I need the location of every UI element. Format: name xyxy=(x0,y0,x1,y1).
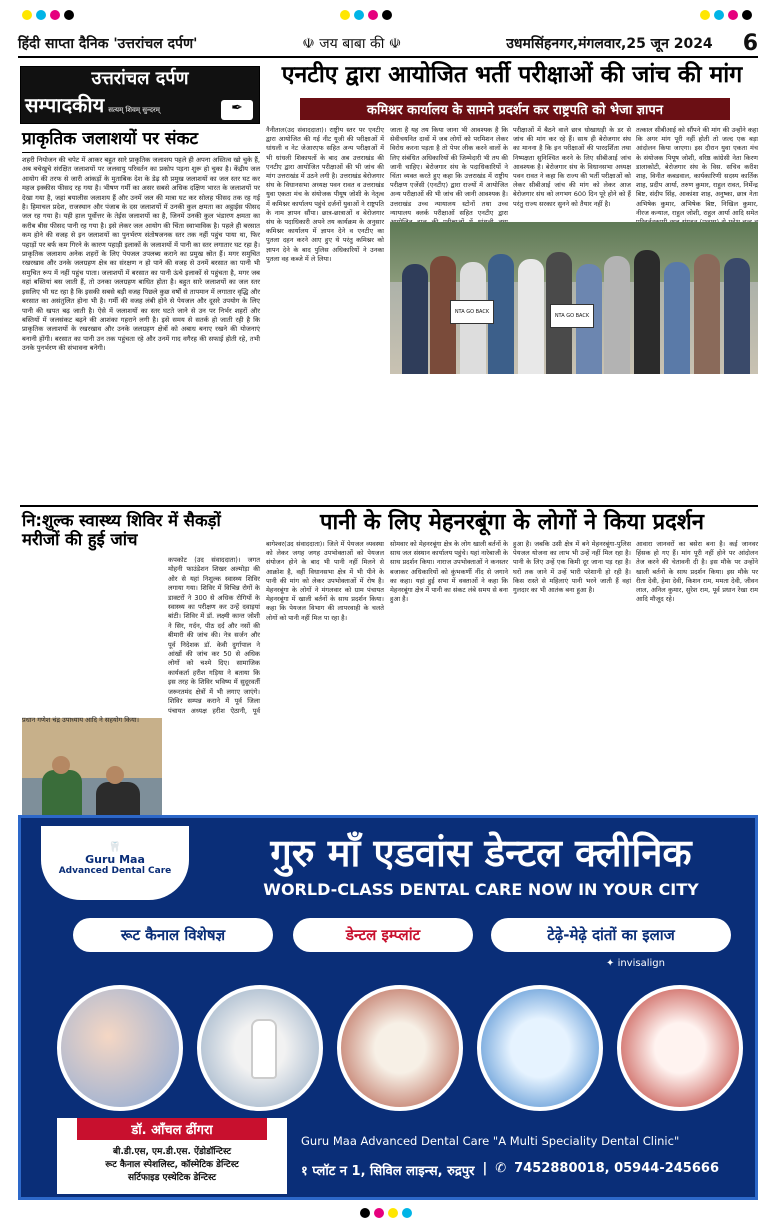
clinic-address: १ प्लॉट न 1, सिविल लाइन्स, रुद्रपुर xyxy=(301,1164,475,1179)
water-headline: पानी के लिए मेहनरबूंगा के लोगों ने किया प्रदर्शन xyxy=(320,510,704,535)
header-blessing: ☫ जय बाबा की ☫ xyxy=(302,35,402,52)
clinic-logo xyxy=(41,826,189,900)
water-col-3: हुआ है। जबकि उसी क्षेत्र में बने मेहनरबूंगा-पुलिस पेयजल योजना का लाभ भी उन्हें नहीं मिल रहा है। पानी के लिए उन्हें एक किमी दूर जाना पड़ रहा है। घरों तक जाने में उन्हें भारी परेशानी हो रही है। किस रास्ते से महिलाएं पानी भरने जाती हैं वहां गुलदार का भी आतंक बना हुआ है। xyxy=(513,540,631,595)
clinic-contact: १ प्लॉट न 1, सिविल लाइन्स, रुद्रपुर | ✆ 7452880018, 05944-245666 xyxy=(301,1161,719,1179)
clinic-phones: 7452880018, 05944-245666 xyxy=(514,1161,719,1176)
exam-col-2-cont xyxy=(390,378,508,476)
protest-placard: NTA GO BACK xyxy=(450,300,494,324)
page-number: 6 xyxy=(742,30,758,56)
service-root-canal: रूट कैनाल विशेषज्ञ xyxy=(73,918,273,952)
newspaper-title: हिंदी साप्ता दैनिक 'उत्तरांचल दर्पण' xyxy=(18,35,198,52)
logo-line-2: Advanced Dental Care xyxy=(58,866,172,876)
doctor-degree-1: बी.डी.एस, एम.डी.एस. ऐंडोडॉन्टिस्ट xyxy=(112,1147,232,1157)
service-implant: डेन्टल इम्प्लांट xyxy=(293,918,473,952)
health-body: कपकोट (उद संवाददाता)। जगत मोहनी फाउंडेशन शिखर अल्मोड़ा की ओर से यहां निशुल्क स्वास्थ्य शिविर लगाया गया। शिविर में विभिन्न रोगों के डाक्टरों ने 300 से अधिक रोगियों के स्वास्थ्य का परीक्षण कर उन्हें दवाइयां बांटी। शिविर में डॉ. लक्ष्मी कान्त जोशी ने सिर, गर्दन, पीठ दर्द और नसों की बीमारी की जांच की। नेत्र सर्जन और पूर्व निदेशक डॉ. केवी दुर्गापाल ने आंखों की जांच कर 50 से अधिक लोगों को चश्मे दिए। सामाजिक कार्यकर्ता हरीश गड़िया ने बताया कि इस तरह के शिविर भविष्य में सुदूरवर्ती जरूरतमंद क्षेत्रों में भी लगाए जाएंगे। शिविर सम्पन्न कराने में पूर्व जिला पंचायत अध्यक्ष हरीश ऐठानी, पूर्व प्रधान गणेश चंद्र उपाध्याय आदि ने सहयोग किया। xyxy=(22,556,260,724)
editorial-banner xyxy=(20,66,260,124)
registration-marks-right xyxy=(700,10,752,20)
dental-clinic-ad xyxy=(18,815,758,1200)
registration-marks-left xyxy=(22,10,74,20)
pen-icon: ✒ xyxy=(221,100,253,120)
water-cont xyxy=(390,764,630,802)
logo-line-1: Guru Maa xyxy=(85,853,145,866)
editorial-banner-title: उत्तरांचल दर्पण xyxy=(91,68,189,89)
doctor-degree-3: सर्टिफाइड एस्थेटिक डेन्टिस्ट xyxy=(127,1173,217,1183)
health-headline: नि:शुल्क स्वास्थ्य शिविर में सैकड़ों मरीजों की हुई जांच xyxy=(22,511,221,549)
page-header xyxy=(18,30,758,58)
editorial-motto: सत्यम् शिवम् सुन्दरम् xyxy=(108,106,160,114)
protest-placard: NTA GO BACK xyxy=(550,304,594,328)
exam-subhead: कमिश्नर कार्यालय के सामने प्रदर्शन कर राष्ट्रपति को भेजा ज्ञापन xyxy=(300,98,730,120)
tooth-icon: 🦷 xyxy=(108,842,122,853)
treatment-photo-2 xyxy=(197,985,323,1111)
editorial-label: सम्पादकीय xyxy=(25,93,105,117)
phone-icon: ✆ xyxy=(495,1161,507,1176)
exam-col-4: तत्काल सीबीआई को सौंपने की मांग की उन्होंने कहा कि अगर मांग पूरी नहीं होती तो जल्द एक बड़ा आंदोलन किया जाएगा। इस दौरान युवा एकता मंच के संयोजक पियूष जोशी, वरिष्ठ कांग्रेसी नेता किरण डालाकोटी, बेरोजगार संघ के विस. सचिव करीश शाह, विनीत कबडवाल, कार्यकारिणी सदस्य कार्तिक शाह, प्रदीप आर्या, तरुण कुमार, राहुल रावत, निर्मेन्द्र बिष्ट, संदीप सिंह, आकांशा शाह, अनुष्का, छात्र नेता अभिषेक कुमार, अभिषेक बिष्ट, निखिल कुमार, नीरज कन्याल, राहुल जोशी, राहुल आर्या आदि समेत xyxy=(636,126,758,217)
treatment-photo-5 xyxy=(617,985,743,1111)
water-col-1: बागेश्वर(उद संवाददाता)। जिले में पेयजल व्यवस्था को लेकर जगह जगह उपभोक्ताओं को पेयजल संयोजन होने के बाद भी पानी नहीं मिलने से आक्रोश है, वहीं विधानसभा क्षेत्र में भी पीने के पानी की मांग को लेकर उपभोक्ताओं में रोष है। मेहनरबूंगा के लोगों ने मंगलवार को ग्राम पंचायत मेहनरबूंगा में खाली बर्तनों के साथ प्रदर्शन किया। कहा कि पेयजल विभाग की लापरवाही के चलते लोगों को पानी नहीं मिल पा रहा है। xyxy=(266,540,384,622)
treatment-photo-1 xyxy=(57,985,183,1111)
exam-headline: एनटीए द्वारा आयोजित भर्ती परीक्षाओं की जांच की मांग xyxy=(281,62,743,88)
section-divider xyxy=(20,505,758,507)
doctor-block xyxy=(57,1118,287,1194)
clinic-title: गुरु माँ एडवांस डेन्टल क्लीनिक xyxy=(270,831,692,875)
service-alignment: टेढ़े-मेढ़े दांतों का इलाज xyxy=(491,918,731,952)
clinic-tagline: WORLD-CLASS DENTAL CARE NOW IN YOUR CITY xyxy=(263,880,699,899)
clinic-line: Guru Maa Advanced Dental Care "A Multi Speciality Dental Clinic" xyxy=(301,1134,680,1148)
editorial-headline: प्राकृतिक जलाशयों पर संकट xyxy=(22,130,260,153)
registration-marks-center xyxy=(340,10,392,20)
exam-protest-photo xyxy=(390,222,758,374)
exam-col-1: नैनीताल(उद संवाददाता)। राष्ट्रीय स्तर पर एनटीए द्वारा आयोजित की गई नीट यूजी की परीक्षाओं में धांधली व नेट जेआरएफ सहित अन्य परीक्षाओं में भी धांधली शिकायतों के बाद अब उत्तराखंड की एनटीए द्वारा आयोजित परीक्षाओं की भी जांच की मांग उत्तराखंड में उठने लगी है। उत्तराखंड बेरोजगार संघ के विधानसभा अध्यक्ष पवन रावत व उत्तराखंड युवा एकता मंच के संयोजक पीयूष जोशी के नेतृत्व में कमिश्नर कार्यालय पहुंचे दर्जनों युवाओं ने राष्ट्रपति के नाम ज्ञापन सौंपा। छात्र-छात्राओं व बेरोजगार संघ के पदाधिकारी अपने तय कार्यक्रम के अनुसार कमिश्नर कार्यालय में ज्ञापन देने व एनटीए का पुतला दहन करने आए हुए थे परंतु कमिश्नर को ज्ञापन देने के बाद पुलिस अधिकारियों ने उनका पुतला वह कब्जे में ले लिया। xyxy=(266,126,384,263)
treatment-photo-4 xyxy=(477,985,603,1111)
exam-col-3: परीक्षाओं में बैठने वाले छात्र धोखाधड़ी के डर से जांच की मांग कर रहे हैं। साथ ही बेरोजगार संघ का मानना है कि इन परीक्षाओं की पारदर्शिता तथा निष्पक्षता सुनिश्चित करने के लिए सीबीआई जांच आवश्यक है। बेरोजगार संघ के विधानसभा अध्यक्ष पवन रावत ने कहा कि राज्य की भर्ती परीक्षाओं को लेकर सीबीआई जांच की मांग को लेकर आज बेरोजगार संघ को लगभग 600 दिन पूरे होने को हैं परंतु राज्य सरकार सुनने को तैयार नहीं है। xyxy=(513,126,631,208)
invisalign-logo: ✦ invisalign xyxy=(606,958,665,969)
water-col-4: आवारा जानवरों का बसेरा बना है। कई जानवर हिंसक हो गए हैं। मांग पूरी नहीं होने पर आंदोलन तेज करने की चेतावनी दी है। इस मौके पर उन्होंने खाली बर्तनों के साथ प्रदर्शन किया। इस मौके पर रीता देवी, हेमा देवी, किशन राम, ममता देवी, जीवन लाल, अनिल कुमार, सुरेश राम, पूर्व प्रधान रेखा राम आदि मौजूद रहे। xyxy=(636,540,758,604)
treatment-photo-3 xyxy=(337,985,463,1111)
doctor-name: डॉ. आँचल ढींगरा xyxy=(77,1118,267,1140)
dateline: उधमसिंहनगर,मंगलवार,25 जून 2024 xyxy=(506,35,713,52)
exam-col-2: जाता है यह तय किया जाना भी आवश्यक है कि सेवीचयनित दावों में जब लोगों को परमिशन लेकर विरोध करना पड़ता है तो पेपर लीक करने वालों के लिए संबंधित अधिकारियों की जिम्मेदारी भी तय की जानी चाहिए। बेरोजगार संघ के पदाधिकारियों ने चिंता व्यक्त करते हुए कहा कि उत्तराखंड में राष्ट्रीय परीक्षण एजेंसी (एनटीए) द्वारा राज्यों में आयोजित अन्य परीक्षाओं की भी जांच की जानी आवश्यक है। उत्तराखंड उच्च न्यायालय स्टोनों तथा उच्च न्यायालय क्लर्क परीक्षाओं सहित एनटीए द्वारा xyxy=(390,126,508,217)
editorial-body: शहरी नियोजन की चपेट में आकर बहुत सारे प्राकृतिक जलाशय पहले ही अपना अस्तित्व खो चुके हैं, अब बचेखुचे संरक्षित जलाशयों पर जलवायु परिवर्तन का प्रकोप पड़ना शुरू हो चुका है। केंद्रीय जल आयोग की तरफ से जारी आंकड़ों के मुताबिक देश के डेढ़ सौ प्रमुख जलाशयों का जल स्तर घट कर महज इक्कीस फीसद रह गया है। भीषण गर्मी का असर सबसे अधिक दक्षिण भारत के जलाशयों पर देखा गया है, जहां बयालीस जलाशय हैं और उनमें जल की मात्रा घट कर सोलह फीसद तक रह गई है। हिमाचल प्रदेश, राजस्थान और पंजाब के दस जलाशयों में उनकी कुल क्षमता का अट्ठाईस फीसद जल रह गया है। यही हाल पूर्वोत्तर के तेईस जलाशयों का है, जिनमें उनकी कुल भंडारण क्षमता का करीब बीस फीसद पानी रह गया है। इसे लेकर जल आयोग की चिंता स्वाभाविक है। पहले ही बरसात कम होने की वजह से इन जलाशयों का पुनर्भरण संतोषजनक स्तर तक नहीं पहुंच पाया था, फिर पहाड़ों पर बर्फ कम गिरने के कारण पहाड़ी इलाकों के जलाशयों में पानी का स्तर लगातार घट रहा है। प्राकृतिक जलाशय अनेक शहरों के लिए पेयजल उपलब्ध कराने का प्रमुख स्रोत हैं। मगर समुचित रखरखाव और उनके जलग्रहण क्षेत्र का संरक्षण न हो पाने की वजह से उनमें बरसात का पानी भी समुचित रूप में नहीं पहुंच पाता। जलाशयों में बरसात का पानी ऊंचे इलाकों से पहुंचता है, मगर जब वहां बस्तियां बस जाती हैं, तो उनका जलग्रहण बाधित होता है। बहुत सारे जलाशयों का जल स्तर इसलिए भी घट रहा है कि इसकी सबसे बड़ी वजह पिछले कुछ वर्षों से तापमान में लगातार वृद्धि और बरसात का असंतुलित होना भी है। गर्मी की वजह लंबी होने से पेयजल और दूसरे उपयोग के लिए पानी की खपत बढ़ जाती है। ऐसे में जलाशयों का स्तर घटते जाने से उन पर निर्भर शहरों और बस्तियों में जलसंकट बढ़ने की आशंका गहराने लगी है। इसे समय से सतर्क हो जाती रही है कि प्राकृतिक जलाशयों के रखरखाव और उनके जलग्रहण क्षेत्रों को अबाध बनाए रखने की योजनाएं बनानी होंगी। बरसात का पानी उन तक पहुंचता रहे और उनमें गाद वगैरह की सफाई होती रहे, तभी उनके पुनर्भरण की संभावना बनेगी। xyxy=(22,156,260,353)
water-col-2: सोमवार को मेहनरबूंगा क्षेत्र के लोग खाली बर्तनों के साथ जल संस्थान कार्यालय पहुंचे। यहां नारेबाजी के साथ प्रदर्शन किया। नाराज उपभोक्ताओं ने कनस्तर बजाकर अधिकारियों को कुंभकर्णी नींद से जगाने का कहा। यहां हुई सभा में वक्ताओं ने कहा कि मेहनरबूंगा क्षेत्र में पानी का संकट लंबे समय से बना हुआ है। xyxy=(390,540,508,604)
registration-marks-bottom xyxy=(360,1208,412,1218)
doctor-degree-2: रूट कैनाल स्पेशलिस्ट, कॉस्मेटिक डेन्टिस्ट xyxy=(105,1160,239,1170)
photo-spacer xyxy=(22,556,168,714)
